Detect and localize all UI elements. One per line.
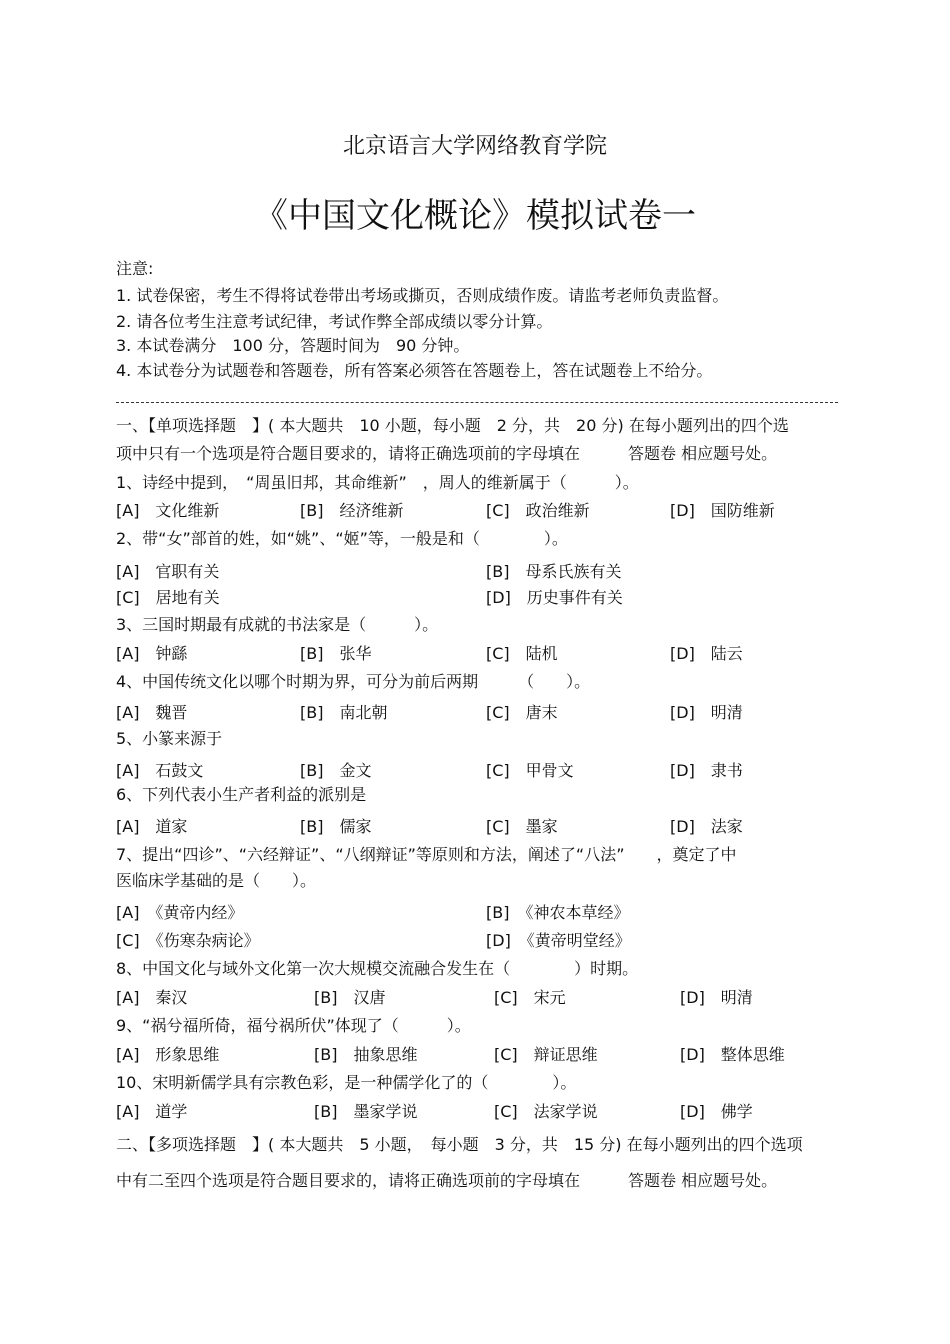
question-6: 6、下列代表小生产者利益的派别是 <box>116 785 367 804</box>
option-b: [B] 南北朝 <box>300 703 388 722</box>
school-name: 北京语言大学网络教育学院 <box>342 134 607 159</box>
question-9: 9、“祸兮福所倚，福兮祸所伏”体现了（ ）。 <box>116 1016 471 1035</box>
option-c: [C] 法家学说 <box>494 1102 598 1121</box>
option-a: [A] 官职有关 <box>116 562 220 581</box>
question-10: 10、宋明新儒学具有宗教色彩，是一种儒学化了的（ ）。 <box>116 1073 577 1092</box>
option-a: [A] 石鼓文 <box>116 761 204 780</box>
option-c: [C] 墨家 <box>486 817 558 836</box>
option-d: [D] 《黄帝明堂经》 <box>486 931 631 950</box>
option-d: [D] 佛学 <box>680 1102 753 1121</box>
option-b: [B] 《神农本草经》 <box>486 903 630 922</box>
notice-label: 注意: <box>116 259 154 278</box>
section-2-instructions: 中有二至四个选项是符合题目要求的，请将正确选项前的字母填在 答题卷 相应题号处。 <box>116 1171 778 1190</box>
question-7: 7、提出“四诊”、“六经辩证”、“八纲辩证”等原则和方法，阐述了“八法” ，奠定了中 <box>116 845 737 864</box>
question-4: 4、中国传统文化以哪个时期为界，可分为前后两期 （ ）。 <box>116 672 591 691</box>
option-d: [D] 历史事件有关 <box>486 588 623 607</box>
option-c: [C] 宋元 <box>494 988 566 1007</box>
option-a: [A] 钟繇 <box>116 644 188 663</box>
option-c: [C] 居地有关 <box>116 588 220 607</box>
notice-item: 4. 本试卷分为试题卷和答题卷，所有答案必须答在答题卷上，答在试题卷上不给分。 <box>116 361 713 380</box>
question-2: 2、带“女”部首的姓，如“姚”、“姬”等，一般是和（ ）。 <box>116 529 568 548</box>
option-b: [B] 经济维新 <box>300 501 404 520</box>
option-d: [D] 明清 <box>680 988 753 1007</box>
option-c: [C] 政治维新 <box>486 501 590 520</box>
option-a: [A] 《黄帝内经》 <box>116 903 244 922</box>
option-c: [C] 辩证思维 <box>494 1045 598 1064</box>
divider <box>116 402 838 403</box>
option-b: [B] 儒家 <box>300 817 372 836</box>
option-b: [B] 墨家学说 <box>314 1102 418 1121</box>
option-a: [A] 魏晋 <box>116 703 188 722</box>
question-5: 5、小篆来源于 <box>116 729 223 748</box>
option-c: [C] 唐末 <box>486 703 558 722</box>
notice-item: 3. 本试卷满分 100 分，答题时间为 90 分钟。 <box>116 336 470 355</box>
option-b: [B] 母系氏族有关 <box>486 562 622 581</box>
option-a: [A] 形象思维 <box>116 1045 220 1064</box>
exam-title: 《中国文化概论》模拟试卷一 <box>254 196 696 236</box>
option-a: [A] 文化维新 <box>116 501 220 520</box>
option-a: [A] 道学 <box>116 1102 188 1121</box>
option-b: [B] 抽象思维 <box>314 1045 418 1064</box>
option-b: [B] 汉唐 <box>314 988 386 1007</box>
option-a: [A] 秦汉 <box>116 988 188 1007</box>
option-d: [D] 陆云 <box>670 644 743 663</box>
section-2-heading: 二、【多项选择题 】( 本大题共 5 小题， 每小题 3 分，共 15 分) 在每小题列出的四个选项 <box>116 1135 803 1154</box>
question-1: 1、诗经中提到， “周虽旧邦，其命维新” ，周人的维新属于（ ）。 <box>116 473 639 492</box>
notice-item: 1. 试卷保密，考生不得将试卷带出考场或撕页，否则成绩作废。请监考老师负责监督。 <box>116 286 729 305</box>
option-d: [D] 法家 <box>670 817 743 836</box>
option-d: [D] 国防维新 <box>670 501 775 520</box>
option-d: [D] 整体思维 <box>680 1045 785 1064</box>
option-c: [C] 陆机 <box>486 644 558 663</box>
option-d: [D] 隶书 <box>670 761 743 780</box>
question-8: 8、中国文化与域外文化第一次大规模交流融合发生在（ ）时期。 <box>116 959 639 978</box>
option-b: [B] 金文 <box>300 761 372 780</box>
section-1-heading: 一、【单项选择题 】( 本大题共 10 小题，每小题 2 分，共 20 分) 在每小题列出的四个选 <box>116 416 789 435</box>
question-7-cont: 医临床学基础的是（ ）。 <box>116 871 317 890</box>
option-d: [D] 明清 <box>670 703 743 722</box>
option-c: [C] 《伤寒杂病论》 <box>116 931 260 950</box>
option-a: [A] 道家 <box>116 817 188 836</box>
question-3: 3、三国时期最有成就的书法家是（ ）。 <box>116 615 439 634</box>
option-b: [B] 张华 <box>300 644 372 663</box>
notice-item: 2. 请各位考生注意考试纪律，考试作弊全部成绩以零分计算。 <box>116 312 553 331</box>
option-c: [C] 甲骨文 <box>486 761 574 780</box>
section-1-instructions: 项中只有一个选项是符合题目要求的，请将正确选项前的字母填在 答题卷 相应题号处。 <box>116 444 778 463</box>
